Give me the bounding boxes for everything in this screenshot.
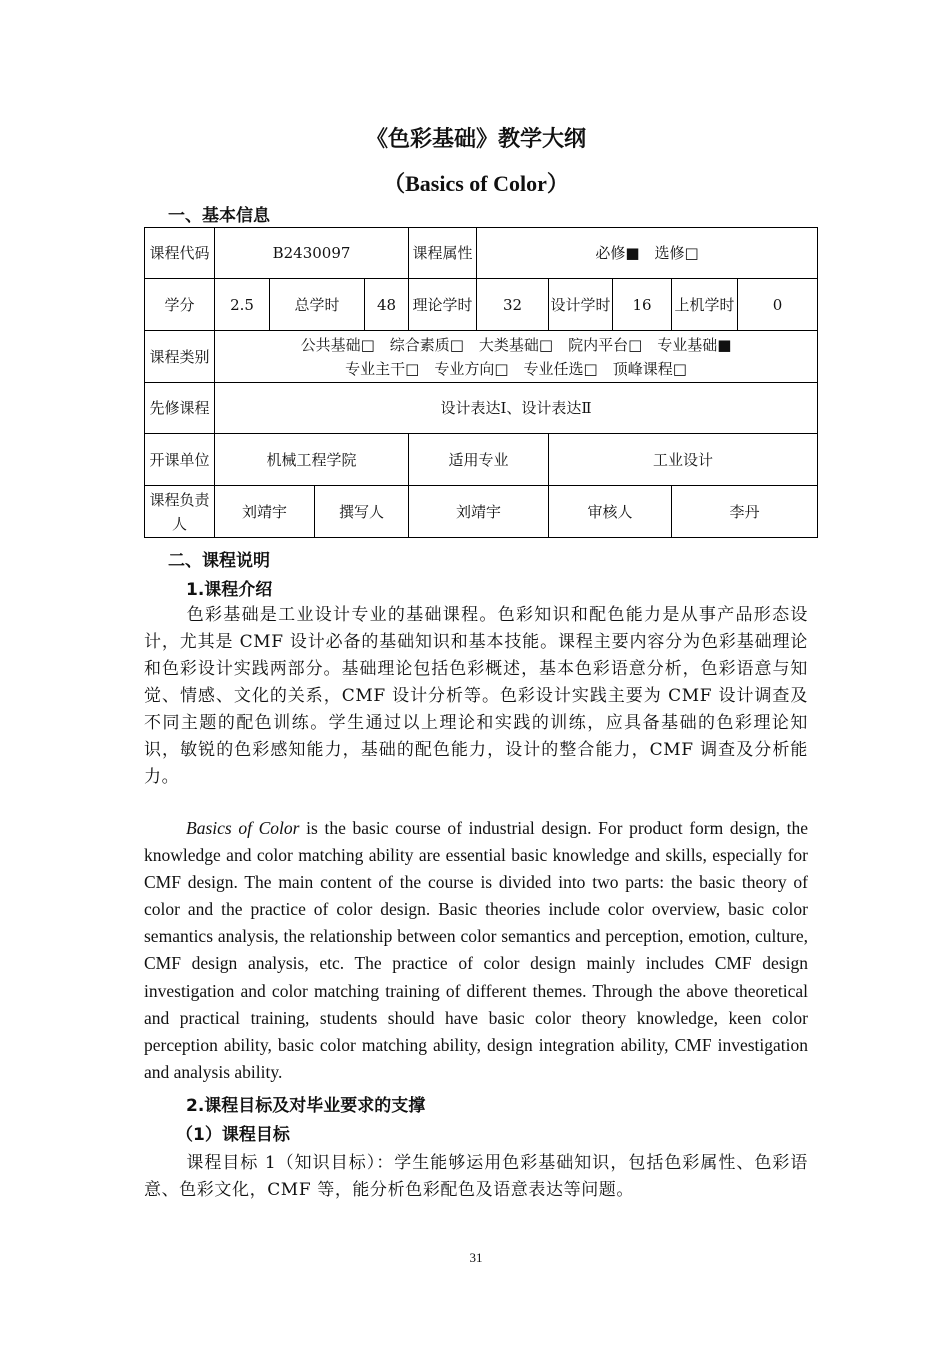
page-number: 31 bbox=[469, 1250, 483, 1265]
major-value: 工业设计 bbox=[549, 434, 818, 486]
credit-label: 学分 bbox=[145, 279, 215, 331]
course-intro-chinese-text: 色彩基础是工业设计专业的基础课程。色彩知识和配色能力是从事产品形态设计，尤其是 CMF 设计必备的基础知识和基本技能。课程主要内容分为色彩基础理论和色彩设计实践两部分。基础理论包括色彩概述，基本色彩语意分析，色彩语意与知觉、情感、文化的关系，CMF 设计分析等。色彩设计实践主要为 CMF 设计调查及不同主题的配色训练。学生通过以上理论和实践的训练，应具备基础的色彩理论知识，敏锐的色彩感知能力，基础的配色能力，设计的整合能力，CMF 调查及分析能力。 bbox=[144, 605, 808, 787]
table-row bbox=[145, 486, 818, 538]
category-line-2: 专业主干□ 专业方向□ 专业任选□ 顶峰课程□ bbox=[345, 359, 687, 378]
objective-1 bbox=[144, 1150, 808, 1204]
course-intro-heading: 1.课程介绍 bbox=[186, 580, 273, 600]
course-attr-value: 必修■ 选修□ bbox=[477, 228, 818, 279]
design-hours-label: 设计学时 bbox=[549, 279, 613, 331]
objectives-subheading: （1）课程目标 bbox=[176, 1125, 290, 1145]
objective-1-text: 课程目标 1（知识目标）：学生能够运用色彩基础知识，包括色彩属性、色彩语意、色彩文化，CMF 等，能分析色彩配色及语意表达等问题。 bbox=[144, 1153, 808, 1200]
computer-hours-label: 上机学时 bbox=[672, 279, 738, 331]
course-code-label: 课程代码 bbox=[145, 228, 215, 279]
computer-hours-value: 0 bbox=[738, 279, 818, 331]
course-intro-chinese bbox=[144, 602, 808, 791]
document-title: 《色彩基础》教学大纲 bbox=[365, 127, 586, 152]
reviewer-value: 李丹 bbox=[672, 486, 818, 538]
section-course-description-heading: 二、课程说明 bbox=[168, 551, 270, 571]
table-row bbox=[145, 434, 818, 486]
category-value bbox=[215, 331, 818, 383]
category-label: 课程类别 bbox=[145, 331, 215, 383]
unit-value: 机械工程学院 bbox=[215, 434, 409, 486]
total-hours-label: 总学时 bbox=[270, 279, 365, 331]
writer-value: 刘靖宇 bbox=[409, 486, 549, 538]
leader-value: 刘靖宇 bbox=[215, 486, 315, 538]
prereq-label: 先修课程 bbox=[145, 383, 215, 434]
credit-value: 2.5 bbox=[215, 279, 270, 331]
course-intro-english-text: is the basic course of industrial design. For product form design, the knowledge and color matching ability are essential basic knowledge and skills, especially for CMF design. The main content of the course is divided into two parts: the basic theory of color and the practice of color design. Basic theories include color overview, basic color semantics analysis, the relationship between color semantics and perception, emotion, culture, CMF design analysis, etc. The practice of color design mainly includes CMF design investigation and color matching training of different themes. Through the above theoretical and practical training, students should have basic color theory knowledge, keen color perception ability, basic color matching ability, design integration ability, CMF investigation and analysis ability. bbox=[144, 818, 808, 1082]
course-name-italic: Basics of Color bbox=[186, 818, 300, 838]
reviewer-label: 审核人 bbox=[549, 486, 672, 538]
table-row bbox=[145, 383, 818, 434]
table-row bbox=[145, 228, 818, 279]
course-code-value: B2430097 bbox=[215, 228, 409, 279]
writer-label: 撰写人 bbox=[315, 486, 409, 538]
course-objectives-heading: 2.课程目标及对毕业要求的支撑 bbox=[186, 1096, 426, 1116]
total-hours-value: 48 bbox=[365, 279, 409, 331]
course-intro-english bbox=[144, 815, 808, 1086]
section-basic-info-heading: 一、基本信息 bbox=[168, 206, 270, 226]
theory-hours-value: 32 bbox=[477, 279, 549, 331]
category-line-1: 公共基础□ 综合素质□ 大类基础□ 院内平台□ 专业基础■ bbox=[300, 335, 732, 354]
design-hours-value: 16 bbox=[613, 279, 672, 331]
theory-hours-label: 理论学时 bbox=[409, 279, 477, 331]
prereq-value: 设计表达Ⅰ、设计表达Ⅱ bbox=[215, 383, 818, 434]
table-row bbox=[145, 279, 818, 331]
course-attr-label: 课程属性 bbox=[409, 228, 477, 279]
unit-label: 开课单位 bbox=[145, 434, 215, 486]
leader-label: 课程负责人 bbox=[145, 486, 215, 538]
document-subtitle: （Basics of Color） bbox=[383, 171, 569, 196]
basic-info-table bbox=[144, 227, 818, 538]
table-row bbox=[145, 331, 818, 383]
major-label: 适用专业 bbox=[409, 434, 549, 486]
